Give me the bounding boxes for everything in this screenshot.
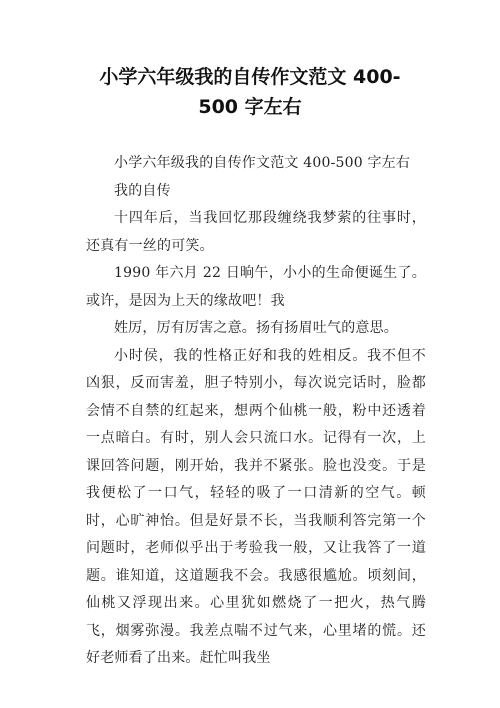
paragraph-heading: 我的自传 xyxy=(114,182,171,199)
paragraph: 1990 年六月 22 日晌午，小小的生命便诞生了。或许，是因为上天的缘故吧！我 xyxy=(86,265,426,309)
paragraph-subtitle: 小学六年级我的自传作文范文 400-500 字左右 xyxy=(114,155,411,171)
paragraph: 小时侯，我的性格正好和我的姓相反。我不但不凶狠，反而害羞，胆子特别小，每次说完话时，脸都会情不自禁的红起来，想两个仙桃一般，粉中还透着一点暗白。有时，别人会只流口水。记得有一次，上课回答问题，刚开始，我并不紧张。脸也没变。于是我便松了一口气，轻轻的吸了一口清新的空气。顿时，心旷神怡。但是好景不长，当我顺利答完第一个问题时，老师似乎出于考验我一般，又让我答了一道题。谁知道，这道题我不会。我感很尴尬。顷刻间，仙桃又浮现出来。心里犹如燃烧了一把火，热气腾飞，烟雾弥漫。我差点喘不过气来，心里堵的慌。还好老师看了出来。赶忙叫我坐 xyxy=(86,347,426,666)
paragraph: 十四年后，当我回忆那段缠绕我梦萦的往事时，还真有一丝的可笑。 xyxy=(86,210,426,254)
title-line-1: 小学六年级我的自传作文范文 400- xyxy=(99,66,401,88)
title-line-2: 500 字左右 xyxy=(198,96,302,118)
paragraph: 姓厉，厉有厉害之意。扬有扬眉吐气的意思。 xyxy=(114,320,398,336)
document-title xyxy=(0,62,500,122)
document-body xyxy=(86,150,426,673)
